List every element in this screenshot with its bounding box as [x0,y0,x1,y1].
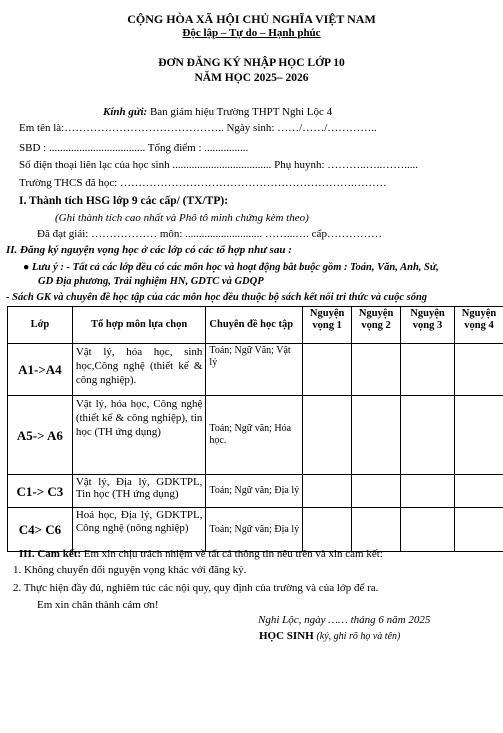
signature-title: HỌC SINH [259,630,314,642]
section3-intro: Em xin chịu trách nhiệm về tất cả thông tin nêu trên và xin cam kết: [83,548,383,560]
commitment-item-2: 2. Thực hiện đầy đủ, nghiêm túc các nội quy, quy định của trường và của lớp để ra. [13,582,379,594]
section1-heading: I. Thành tích HSG lớp 9 các cấp/ (TX/TP): [19,195,229,207]
nv4-cell[interactable] [455,508,503,552]
nv4-cell[interactable] [455,344,503,396]
nv2-cell[interactable] [352,344,401,396]
class-cell: A5-> A6 [8,396,73,475]
table-row [8,508,503,552]
table-row [8,475,503,508]
school-field[interactable]: Trường THCS đã học: ……………………………………………………….……… [19,177,387,189]
table-row [8,396,503,475]
commitment-item-1: 1. Không chuyển đổi nguyện vọng khác với đăng ký. [13,564,247,576]
subjects-cell: Vật lý, hóa học, sinh học,Công nghệ (thiết kế & công nghiệp). [72,344,206,396]
nv4-cell[interactable] [455,396,503,475]
section3-heading: III. Cam kết: [19,548,82,560]
nv1-cell[interactable] [303,475,352,508]
specials-cell: Toán; Ngữ Văn; Vật lý [206,344,303,396]
subjects-cell: Hoá học, Địa lý, GDKTPL, Công nghệ (nông nghiệp) [72,508,206,552]
signature-block [259,630,400,642]
nation-header: CỘNG HÒA XÃ HỘI CHỦ NGHĨA VIỆT NAM [127,12,376,26]
col-nv3-header: Nguyện vọng 3 [401,307,455,344]
phone-field[interactable]: Số điện thoại liên lạc của học sinh .................................... Phụ huynh: ………..…..……..... [19,159,419,171]
bullet-icon: ● [23,262,30,273]
form-title: ĐƠN ĐĂNG KÝ NHẬP HỌC LỚP 10 [158,57,345,69]
section2-heading: II. Đăng ký nguyện vọng học ở các lớp có các tổ hợp như sau : [6,244,292,256]
class-cell: C1-> C3 [8,475,73,508]
table-header-row [8,307,503,344]
nv2-cell[interactable] [352,475,401,508]
col-subjects-header: Tổ hợp môn lựa chọn [72,307,206,344]
bullet-line1: Lưu ý : - Tất cả các lớp đều có các môn học và hoạt động bắt buộc gồm : Toán, Văn, Anh, Sử, [31,262,439,273]
sbd-score-field[interactable]: SBD : ................................... Tổng điểm : ................ [19,142,249,154]
bullet-note [23,262,439,273]
class-cell: A1->A4 [8,344,73,396]
specials-cell: Toán; Ngữ văn; Địa lý [206,508,303,552]
subjects-cell: Vật lý, hóa học, Công nghệ (thiết kế & công nghiệp), tin học (TH ứng dụng) [72,396,206,475]
nv2-cell[interactable] [352,508,401,552]
date-line: Nghi Lộc, ngày …… tháng 6 năm 2025 [258,614,431,626]
nv3-cell[interactable] [401,508,455,552]
school-year: NĂM HỌC 2025– 2026 [194,72,309,84]
subjects-cell: Vật lý, Địa lý, GDKTPL, Tin học (TH ứng dụng) [72,475,206,508]
specials-cell: Toán; Ngữ văn; Hóa học. [206,396,303,475]
nv1-cell[interactable] [303,344,352,396]
specials-cell: Toán; Ngữ văn; Địa lý [206,475,303,508]
nv3-cell[interactable] [401,475,455,508]
award-field[interactable]: Đã đạt giải: ……………… môn: ............................ ……...…. cấp…………… [37,228,382,240]
registration-table [7,306,503,552]
col-nv2-header: Nguyện vọng 2 [352,307,401,344]
col-specials-header: Chuyên đề học tập [206,307,303,344]
nv2-cell[interactable] [352,396,401,475]
col-class-header: Lớp [8,307,73,344]
recipient-label: Kính gửi: [103,106,148,118]
nv1-cell[interactable] [303,508,352,552]
commitment-line [19,548,383,560]
table-row [8,344,503,396]
thanks-line: Em xin chân thành cảm ơn! [37,599,159,611]
bullet-line2: GD Địa phương, Trải nghiệm HN, GDTC và GDQP [38,276,264,287]
recipient-text: Ban giám hiệu Trường THPT Nghi Lộc 4 [149,106,333,118]
textbook-note: - Sách GK và chuyên đề học tập của các môn học đều thuộc bộ sách kết nối tri thức và cuộc sống [6,292,428,303]
motto: Độc lập – Tự do – Hạnh phúc [182,27,321,39]
nv3-cell[interactable] [401,396,455,475]
recipient [103,106,332,118]
nv3-cell[interactable] [401,344,455,396]
nv1-cell[interactable] [303,396,352,475]
col-nv1-header: Nguyện vọng 1 [303,307,352,344]
class-cell: C4> C6 [8,508,73,552]
name-dob-field[interactable]: Em tên là:…………………………………….. Ngày sinh: ……/……/………….. [19,122,377,134]
signature-hint: (ký, ghi rõ họ và tên) [316,631,401,642]
col-nv4-header: Nguyện vọng 4 [455,307,503,344]
section1-note: (Ghi thành tích cao nhất và Phô tô minh chứng kèm theo) [55,212,309,224]
nv4-cell[interactable] [455,475,503,508]
